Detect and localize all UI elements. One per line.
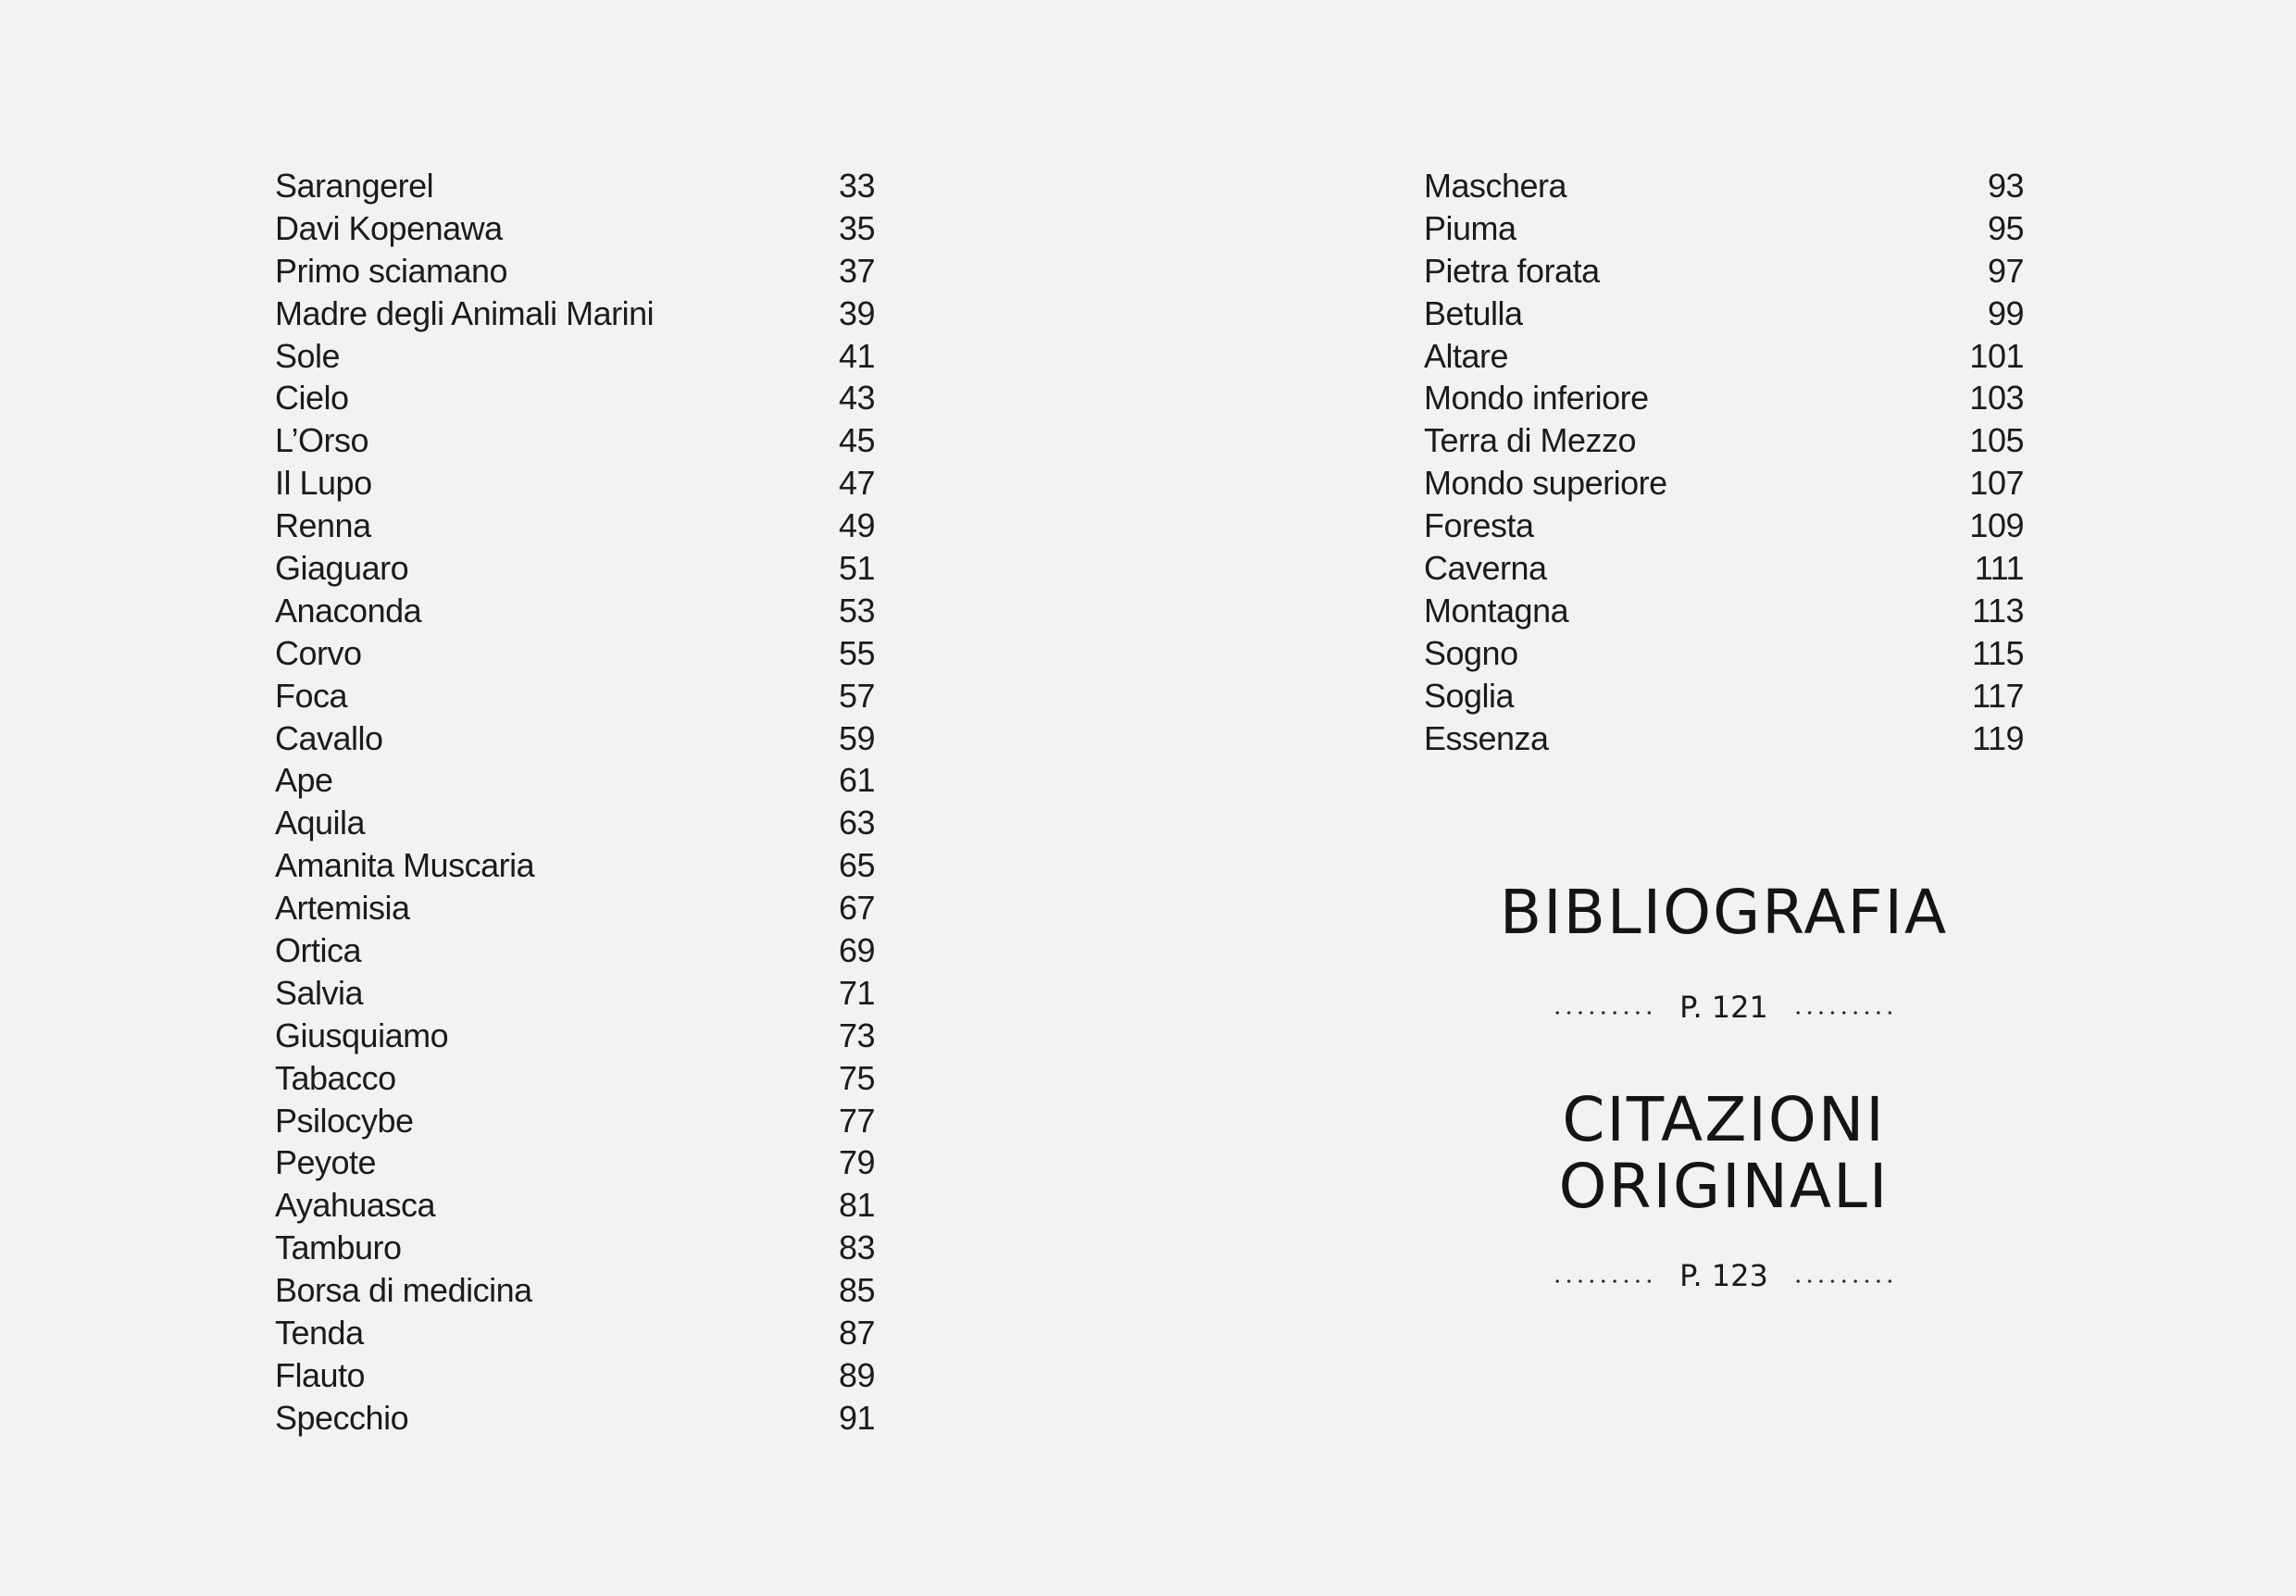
- toc-entry-page-number: 57: [838, 676, 875, 715]
- toc-entry-label: L’Orso: [275, 421, 369, 460]
- toc-entry: [275, 207, 875, 250]
- toc-entry-page-number: 41: [838, 336, 875, 375]
- citazioni-page-ref: [1424, 1255, 2024, 1296]
- toc-entry-label: Sole: [275, 336, 341, 375]
- toc-entry: [275, 675, 875, 717]
- toc-entry-page-number: 69: [838, 931, 875, 970]
- toc-entry-label: Caverna: [1424, 549, 1547, 588]
- toc-entry-page-number: 115: [1972, 633, 2024, 672]
- toc-entry: [1424, 165, 2024, 207]
- toc-entry-page-number: 37: [838, 251, 875, 290]
- toc-entry: [275, 1141, 875, 1184]
- toc-entry-label: Peyote: [275, 1143, 377, 1182]
- toc-entry-label: Piuma: [1424, 208, 1516, 247]
- toc-entry-page-number: 67: [838, 889, 875, 928]
- toc-entry: [1424, 547, 2024, 590]
- toc-entry-label: Borsa di medicina: [275, 1271, 532, 1310]
- toc-entry-page-number: 81: [838, 1186, 875, 1225]
- dotted-leader-left: [1552, 1279, 1655, 1283]
- toc-entry-label: Terra di Mezzo: [1424, 421, 1637, 460]
- toc-entry-label: Maschera: [1424, 167, 1567, 205]
- toc-entry: [275, 547, 875, 590]
- citazioni-page-number: P. 123: [1679, 1258, 1768, 1293]
- toc-entry: [275, 972, 875, 1015]
- toc-entry: [1424, 419, 2024, 462]
- toc-entry-page-number: 103: [1969, 379, 2024, 418]
- toc-column-left: [275, 165, 875, 1440]
- toc-entry: [275, 1100, 875, 1142]
- toc-entry-label: Ape: [275, 761, 333, 800]
- toc-entry: [275, 929, 875, 972]
- toc-entry-page-number: 33: [838, 167, 875, 205]
- toc-entry-label: Ortica: [275, 931, 362, 970]
- toc-entry-label: Davi Kopenawa: [275, 208, 503, 247]
- toc-entry-label: Essenza: [1424, 718, 1549, 757]
- toc-entry-label: Psilocybe: [275, 1101, 414, 1140]
- toc-entry-label: Madre degli Animali Marini: [275, 293, 655, 332]
- dotted-leader-left: [1552, 1011, 1655, 1015]
- toc-entry-page-number: 101: [1969, 336, 2024, 375]
- toc-entry-page-number: 83: [838, 1228, 875, 1267]
- toc-entry: [275, 335, 875, 378]
- toc-entry: [1424, 250, 2024, 293]
- toc-entry-label: Pietra forata: [1424, 251, 1600, 290]
- toc-entry-page-number: 97: [1987, 251, 2024, 290]
- toc-entry: [275, 293, 875, 335]
- toc-entry-page-number: 71: [838, 973, 875, 1012]
- toc-entry: [275, 887, 875, 929]
- toc-entry: [275, 419, 875, 462]
- toc-entry-label: Tabacco: [275, 1058, 396, 1097]
- toc-entry-label: Salvia: [275, 973, 364, 1012]
- toc-entry-label: Flauto: [275, 1355, 366, 1394]
- toc-entry: [275, 632, 875, 675]
- toc-entry-page-number: 61: [838, 761, 875, 800]
- bibliografia-page-ref: [1424, 987, 2024, 1028]
- toc-entry-page-number: 85: [838, 1271, 875, 1310]
- toc-entry-label: Sarangerel: [275, 167, 434, 205]
- toc-entry: [275, 1312, 875, 1354]
- toc-entry-page-number: 55: [838, 633, 875, 672]
- toc-entry-label: Foresta: [1424, 506, 1534, 545]
- toc-entry-label: Aquila: [275, 804, 366, 842]
- toc-entry: [1424, 505, 2024, 547]
- toc-entry-page-number: 75: [838, 1058, 875, 1097]
- toc-entry-label: Anaconda: [275, 591, 422, 630]
- toc-entry: [1424, 590, 2024, 632]
- toc-entry: [275, 590, 875, 632]
- toc-entry-label: Artemisia: [275, 889, 410, 928]
- toc-entry: [275, 1057, 875, 1100]
- toc-entry: [275, 802, 875, 844]
- toc-entry-page-number: 119: [1972, 718, 2024, 757]
- toc-entry-page-number: 53: [838, 591, 875, 630]
- toc-entry: [275, 165, 875, 207]
- toc-entry: [275, 1397, 875, 1440]
- bibliografia-title: BIBLIOGRAFIA: [1499, 877, 1949, 948]
- toc-entry-label: Foca: [275, 676, 348, 715]
- toc-entry: [275, 1015, 875, 1057]
- toc-entry-page-number: 39: [838, 293, 875, 332]
- toc-entry-page-number: 91: [838, 1398, 875, 1437]
- toc-entry-page-number: 93: [1987, 167, 2024, 205]
- toc-entry-page-number: 87: [838, 1314, 875, 1353]
- toc-entry-page-number: 59: [838, 718, 875, 757]
- toc-entry-page-number: 99: [1987, 293, 2024, 332]
- toc-entry-label: Soglia: [1424, 676, 1515, 715]
- dotted-leader-right: [1792, 1011, 1896, 1015]
- toc-entry-page-number: 43: [838, 379, 875, 418]
- toc-entry: [1424, 717, 2024, 760]
- toc-entry-page-number: 79: [838, 1143, 875, 1182]
- toc-entry-page-number: 73: [838, 1016, 875, 1054]
- toc-entry-page-number: 51: [838, 549, 875, 588]
- toc-entry: [1424, 335, 2024, 378]
- toc-entry-label: Renna: [275, 506, 371, 545]
- toc-entry-label: Altare: [1424, 336, 1509, 375]
- toc-entry: [275, 462, 875, 505]
- dotted-leader-right: [1792, 1279, 1896, 1283]
- bibliografia-page-number: P. 121: [1679, 990, 1768, 1025]
- toc-entry-page-number: 65: [838, 846, 875, 885]
- toc-entry-label: Mondo superiore: [1424, 464, 1667, 503]
- toc-entry-label: Primo sciamano: [275, 251, 508, 290]
- toc-entry-label: Tamburo: [275, 1228, 402, 1267]
- toc-entry-label: Betulla: [1424, 293, 1523, 332]
- toc-entry-label: Giusquiamo: [275, 1016, 449, 1054]
- toc-entry-page-number: 63: [838, 804, 875, 842]
- toc-entry-page-number: 117: [1972, 676, 2024, 715]
- toc-entry-label: Sogno: [1424, 633, 1518, 672]
- toc-entry-label: Giaguaro: [275, 549, 409, 588]
- toc-entry: [275, 1354, 875, 1397]
- toc-entry-label: Cavallo: [275, 718, 383, 757]
- toc-entry: [1424, 632, 2024, 675]
- toc-entry-page-number: 47: [838, 464, 875, 503]
- toc-entry: [275, 717, 875, 760]
- toc-entry: [1424, 675, 2024, 717]
- toc-entry: [275, 1184, 875, 1227]
- toc-entry-page-number: 105: [1969, 421, 2024, 460]
- toc-entry-page-number: 107: [1969, 464, 2024, 503]
- toc-entry: [1424, 293, 2024, 335]
- toc-entry-page-number: 49: [838, 506, 875, 545]
- toc-entry-label: Tenda: [275, 1314, 364, 1353]
- toc-entry-label: Ayahuasca: [275, 1186, 435, 1225]
- citazioni-originali-title: CITAZIONI ORIGINALI: [1558, 1084, 1890, 1222]
- toc-entry: [275, 1227, 875, 1269]
- toc-entry: [275, 759, 875, 802]
- toc-column-right: [1424, 165, 2024, 759]
- toc-entry: [1424, 207, 2024, 250]
- toc-entry-page-number: 95: [1987, 208, 2024, 247]
- toc-entry-label: Specchio: [275, 1398, 409, 1437]
- toc-entry: [275, 1269, 875, 1312]
- toc-entry-page-number: 111: [1974, 549, 2024, 588]
- toc-entry: [275, 844, 875, 887]
- toc-entry-page-number: 113: [1972, 591, 2024, 630]
- toc-entry: [275, 250, 875, 293]
- toc-entry-label: Cielo: [275, 379, 349, 418]
- toc-entry-label: Corvo: [275, 633, 362, 672]
- toc-entry-page-number: 45: [838, 421, 875, 460]
- toc-entry: [275, 377, 875, 419]
- toc-entry-label: Amanita Muscaria: [275, 846, 535, 885]
- toc-entry-label: Il Lupo: [275, 464, 372, 503]
- toc-entry-page-number: 35: [838, 208, 875, 247]
- toc-entry: [1424, 462, 2024, 505]
- toc-entry-label: Mondo inferiore: [1424, 379, 1649, 418]
- toc-entry: [1424, 377, 2024, 419]
- toc-entry-page-number: 77: [838, 1101, 875, 1140]
- toc-entry-page-number: 89: [838, 1355, 875, 1394]
- toc-entry: [275, 505, 875, 547]
- toc-entry-page-number: 109: [1969, 506, 2024, 545]
- toc-entry-label: Montagna: [1424, 591, 1569, 630]
